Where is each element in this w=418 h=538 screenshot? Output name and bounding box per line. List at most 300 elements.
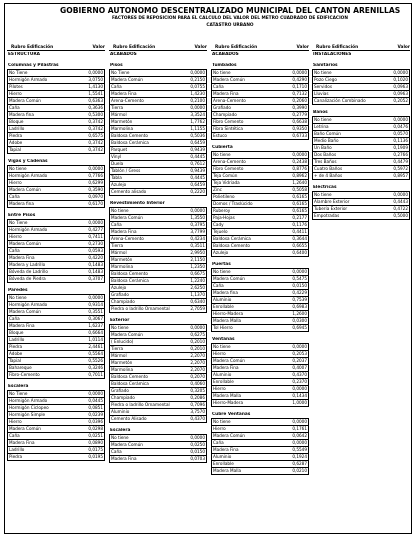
row-item-name: Madera Común [213,358,245,363]
row-item-name: Champiado [111,395,135,400]
row-item-name: Servidos [314,84,332,89]
table-row [212,159,308,166]
row-item-value: 0,1176 [292,222,307,227]
table-row [212,236,308,243]
table-row [212,461,308,468]
row-item-value: 0,6165 [292,208,307,213]
section-table [7,294,105,379]
column-header-value: Valor [296,44,309,50]
row-item-value: 0,2766 [393,152,408,157]
row-item-value: 0,3990 [292,105,307,110]
row-item-name: Cemento Alisado [111,416,147,421]
table-row [212,276,308,283]
row-item-name: Tejuelo [213,229,228,234]
row-item-value: 0,2220 [190,189,205,194]
row-item-name: No tiene [9,166,27,171]
table-row [8,358,104,365]
table-row [212,133,308,139]
section-title: Columnas y Pilastras [8,63,59,68]
section-title: ACABADOS [110,52,137,57]
row-item-name: Baldosa Cemento [213,243,250,248]
table-row [110,442,206,449]
section-table [211,151,309,257]
table-row [212,229,308,236]
row-item-value: 3,7799 [190,229,205,234]
table-row [110,285,206,292]
row-item-name: Madera Fina [9,255,35,260]
table-row [8,316,104,323]
table-row [110,112,206,119]
row-item-value: 0,0963 [393,91,408,96]
table-row [110,299,206,306]
row-item-value: 0,6400 [292,250,307,255]
table-row [8,412,104,419]
table-row [212,304,308,311]
row-item-value: 0,1909 [393,145,408,150]
table-row [110,98,206,105]
row-item-name: Hormigón Armado [9,173,48,178]
row-item-value: 0,0476 [393,124,408,129]
section-title: Escalera [8,384,29,389]
row-item-value: 0,7612 [190,161,205,166]
row-item-value: 1,4230 [190,91,205,96]
row-item-value: 0,0210 [292,468,307,473]
row-item-name: Dos Baños [314,152,337,157]
table-row [8,262,104,269]
section-title: ESTRUCTURA [8,52,40,57]
row-item-name: Madera Fina [111,456,137,461]
row-item-name: Marmolina [111,367,134,372]
table-row [212,454,308,461]
row-item-name: Ladrillo [9,447,25,452]
table-row [110,229,206,236]
row-item-value: 1,2240 [190,278,205,283]
table-row [110,222,206,229]
row-item-name: Baldosa Cemento [111,374,148,379]
table-row [212,250,308,256]
row-item-name: Marmolina [111,264,134,269]
section [7,384,105,461]
row-item-name: No Tiene [111,70,130,75]
table-row [110,182,206,189]
row-item-name: Duela [111,161,124,166]
section-table [312,69,410,105]
column-header-name: Rubro Edificación [316,44,359,50]
table-row [110,271,206,278]
row-item-name: Caña [213,84,224,89]
section-table [312,116,410,180]
row-item-value: 0,2086 [190,395,205,400]
table-row [212,243,308,250]
row-item-name: No Tiene [9,391,28,396]
table-row [212,187,308,194]
row-item-name: Marmetón [111,360,133,365]
section [109,428,207,463]
row-item-name: Polietileno [213,194,235,199]
table-row [212,440,308,447]
table-row [110,208,206,215]
section [109,201,207,313]
table-row [8,405,104,412]
row-item-value: 0,2779 [292,112,307,117]
row-item-name: Hormigón Ciclopeo [9,405,49,410]
section [312,110,410,180]
table-row [212,351,308,358]
table-row [313,70,409,77]
row-item-value: 0,3511 [190,243,205,248]
row-item-name: Arena-Cemento [213,159,246,164]
row-item-value: 1,2600 [292,311,307,316]
row-item-value: 0,0250 [190,442,205,447]
table-row [212,166,308,173]
row-item-name: Piedra o ladrillo Ornamental [111,306,170,311]
table-row [110,346,206,353]
row-item-value: 0,7411 [88,234,103,239]
row-item-name: Arena-Cemento [111,236,144,241]
row-item-value: 0,0000 [190,70,205,75]
table-row [212,84,308,91]
table-row [313,213,409,219]
section-title: Exterior [110,318,130,323]
row-item-value: 0,4007 [292,365,307,370]
row-item-name: Hormigón Armado [9,77,48,82]
row-item-name: Enrollable [213,304,234,309]
row-item-name: Arena-Cemento [213,98,246,103]
row-item-value: 1,7762 [190,119,205,124]
table-row [8,323,104,330]
row-item-name: Grafiado [213,105,231,110]
row-item-value: 0,0755 [190,84,205,89]
row-item-value: 0,0570 [393,131,408,136]
table-row [8,105,104,112]
row-item-name: Caña [111,222,122,227]
row-item-value: 0,0150 [190,449,205,454]
row-item-value: 0,3246 [88,365,103,370]
table-row [110,154,206,161]
row-item-value: 0,5036 [190,133,205,138]
row-item-name: Parquet [111,147,128,152]
row-item-value: 0,4277 [88,227,103,232]
row-item-name: No tiene [111,208,129,213]
row-item-value: 2,2070 [190,367,205,372]
row-item-value: 0,6675 [190,271,205,276]
table-row [8,454,104,460]
table-row [212,297,308,304]
table-row [212,386,308,393]
table-row [8,241,104,248]
row-item-name: Madera Común [111,442,143,447]
row-item-name: No tiene [314,192,332,197]
table-row [8,344,104,351]
row-item-name: Ruberoy [213,208,231,213]
table-row [212,126,308,133]
table-row [313,138,409,145]
row-item-name: No tiene [213,344,231,349]
row-item-value: 0,4234 [190,236,205,241]
column-header-name: Rubro Edificación [113,44,156,50]
column-header [7,44,105,51]
row-item-name: Caña [9,105,20,110]
row-item-name: Madera Fina [213,365,239,370]
row-item-value: 0,2150 [190,77,205,82]
row-item-name: Caña [111,449,122,454]
row-item-name: Caña [213,283,224,288]
row-item-value: 0,0000 [292,419,307,424]
table-row [212,119,308,126]
row-item-value: 0,2730 [88,241,103,246]
table-row [8,227,104,234]
row-item-value: 0,0000 [88,70,103,75]
table-row [8,248,104,255]
section-table [7,219,105,283]
row-item-name: Madera Malla [213,393,242,398]
row-item-value: 3,7570 [190,409,205,414]
row-item-value: 0,7132 [292,91,307,96]
column-header-value: Valor [92,44,105,50]
row-item-name: Piedra [9,454,23,459]
table-row [212,194,308,201]
table-row [8,173,104,180]
row-item-value: 0,6733 [292,133,307,138]
row-item-value: 0,0000 [393,70,408,75]
row-item-name: Champiado [213,112,237,117]
row-item-name: Hierro [213,426,226,431]
section [211,63,309,140]
row-item-value: 0,0000 [292,344,307,349]
row-item-name: Hierro [213,386,226,391]
table-row [110,339,206,346]
row-item-name: Caña [213,440,224,445]
column-header-value: Valor [194,44,207,50]
section-table [312,191,410,220]
row-item-value: 0,1761 [292,426,307,431]
table-row [212,400,308,406]
table-row [212,447,308,454]
table-row [8,351,104,358]
table-row [110,388,206,395]
table-row [212,112,308,119]
section-title: Cubierta [212,145,233,150]
section-title: Sanitarios [313,63,338,68]
row-item-name: Tapial [9,147,21,152]
row-item-value: 0,2370 [292,379,307,384]
row-item-name: Madera Común [9,426,41,431]
row-item-name: Caña [9,433,20,438]
row-item-name: Azulejo [111,182,127,187]
row-item-name: Azulejo [111,285,127,290]
row-item-name: Tierra [111,105,124,110]
section-title: Cubre Ventanas [212,412,251,417]
table-row [212,365,308,372]
row-item-name: Hormigón Armado [9,227,48,232]
table-row [313,173,409,179]
row-item-name: Madera Fina [9,440,35,445]
table-row [8,201,104,207]
row-item-value: 2,7059 [190,306,205,311]
row-item-value: 2,9950 [190,250,205,255]
row-item-name: Baldosa Cerámica [111,140,149,145]
row-item-name: Hierro [213,351,226,356]
row-item-value: 0,0000 [292,152,307,157]
row-item-name: Tabla [111,175,122,180]
row-item-name: Aluminio [111,409,130,414]
row-item-name: Madera Común [213,433,245,438]
table-row [8,440,104,447]
table-row [110,175,206,182]
row-item-value: 0,6165 [292,201,307,206]
row-item-value: 0,2100 [190,98,205,103]
section-title: Puertas [212,262,231,267]
row-item-name: Madera y Ladrillo [9,262,46,267]
table-row [110,306,206,312]
section [7,159,105,208]
document-title: GOBIERNO AUTONOMO DESCENTRALIZADO MUNICIPAL DEL CANTON ARENILLAS [60,6,401,15]
table-row [8,140,104,147]
table-row [212,215,308,222]
table-row [313,98,409,104]
row-item-name: Medio Baño [314,138,339,143]
row-item-value: 2,6250 [190,285,205,290]
row-item-value: 0,0851 [88,405,103,410]
row-item-name: Azulejo [213,250,229,255]
row-item-name: Tapial [9,358,21,363]
row-item-value: 1,0000 [292,400,307,405]
row-item-name: Madera Malla [213,318,242,323]
row-item-name: Tol Hierro [213,325,233,330]
row-item-value: 1,3550 [190,215,205,220]
row-item-value: 0,6459 [190,182,205,187]
row-item-value: 0,2053 [292,351,307,356]
table-row [8,126,104,133]
column-2 [109,44,207,463]
table-row [212,318,308,325]
row-item-value: 0,6638 [292,119,307,124]
table-row [110,332,206,339]
section [312,185,410,220]
row-item-value: 0,0150 [292,283,307,288]
row-item-name: Bloque [9,330,24,335]
table-row [8,234,104,241]
row-item-value: 1,2640 [292,180,307,185]
row-item-value: 0,2010 [190,339,205,344]
table-row [8,77,104,84]
column-header-name: Rubro Edificación [11,44,54,50]
table-row [8,98,104,105]
row-item-name: Teja Vidriada [213,180,240,185]
table-row [8,337,104,344]
row-item-value: 0,4722 [393,206,408,211]
table-row [212,393,308,400]
row-item-name: Tubería Exterior [314,206,348,211]
row-item-name: Canalización Combinado [314,98,366,103]
row-item-name: Mármol [111,112,127,117]
row-item-value: 0,4220 [88,255,103,260]
table-row [110,435,206,442]
document-subtitle: FACTORES DE REPOSICION PARA EL CALCULO DEL VALOR DEL METRO CUADRADO DE EDIFICACION [112,16,348,21]
row-item-value: 0,0000 [292,269,307,274]
row-item-name: Fibro Cemento [213,166,244,171]
row-item-value: 0,6945 [292,325,307,330]
row-item-value: 0,6664 [88,330,103,335]
row-item-value: 0,3707 [88,276,103,281]
table-row [8,276,104,282]
row-item-name: Adobe [9,140,23,145]
row-item-name: Madera Común [9,241,41,246]
section-title: INSTALACIONES [313,52,352,57]
table-row [8,391,104,398]
section-table [109,207,207,313]
row-item-value: 0,0000 [190,208,205,213]
row-item-name: Caña [111,84,122,89]
table-row [8,187,104,194]
row-item-value: 0,0890 [88,440,103,445]
row-item-value: 0,2010 [190,346,205,351]
row-item-value: 0,7766 [88,173,103,178]
section-title: Tumbados [212,63,237,68]
table-row [313,91,409,98]
row-item-value: 0,9314 [88,302,103,307]
row-item-name: Estuco [213,133,227,138]
table-row [8,269,104,276]
section-table [7,165,105,208]
table-row [110,147,206,154]
table-row [8,426,104,433]
row-item-value: 0,3742 [88,119,103,124]
column-header [312,44,410,51]
section-title: Ventanas [212,337,235,342]
row-item-value: 2,1150 [190,257,205,262]
row-item-name: Madera Común [111,77,143,82]
section [7,213,105,283]
row-item-name: Marmetón [111,257,133,262]
section [7,52,105,58]
row-item-value: 0,3795 [190,222,205,227]
section-table [211,69,309,140]
row-item-name: Caña [9,194,20,199]
table-row [212,222,308,229]
row-item-name: Empotradas [314,213,340,218]
row-item-name: Madera Común [9,309,41,314]
table-row [212,208,308,215]
row-item-name: Aluminio [213,454,232,459]
row-item-value: 0,2070 [190,374,205,379]
table-row [313,199,409,206]
row-item-name: Hormigón Armado [9,398,48,403]
row-item-value: 0,0000 [292,70,307,75]
row-item-value: 0,8776 [292,166,307,171]
section-title: Eléctricas [313,185,337,190]
row-item-name: Hierro [9,419,22,424]
table-row [110,77,206,84]
table-row [110,264,206,271]
row-item-value: 0,0175 [88,447,103,452]
table-row [110,402,206,409]
row-item-value: 3,3524 [190,112,205,117]
row-item-name: Ladrillo [9,126,25,131]
table-row [8,365,104,372]
row-item-value: 0,4229 [292,290,307,295]
section-title: Entre Pisos [8,213,36,218]
row-item-name: Tablón / Gress [111,168,141,173]
table-row [212,152,308,159]
table-row [212,290,308,297]
row-item-name: Madera fina [9,112,34,117]
row-item-value: 0,0000 [190,325,205,330]
table-row [8,119,104,126]
section-title: Vigas y Cadenas [8,159,48,164]
row-item-name: Zinc [213,187,222,192]
row-item-name: Madera Fina [111,91,137,96]
